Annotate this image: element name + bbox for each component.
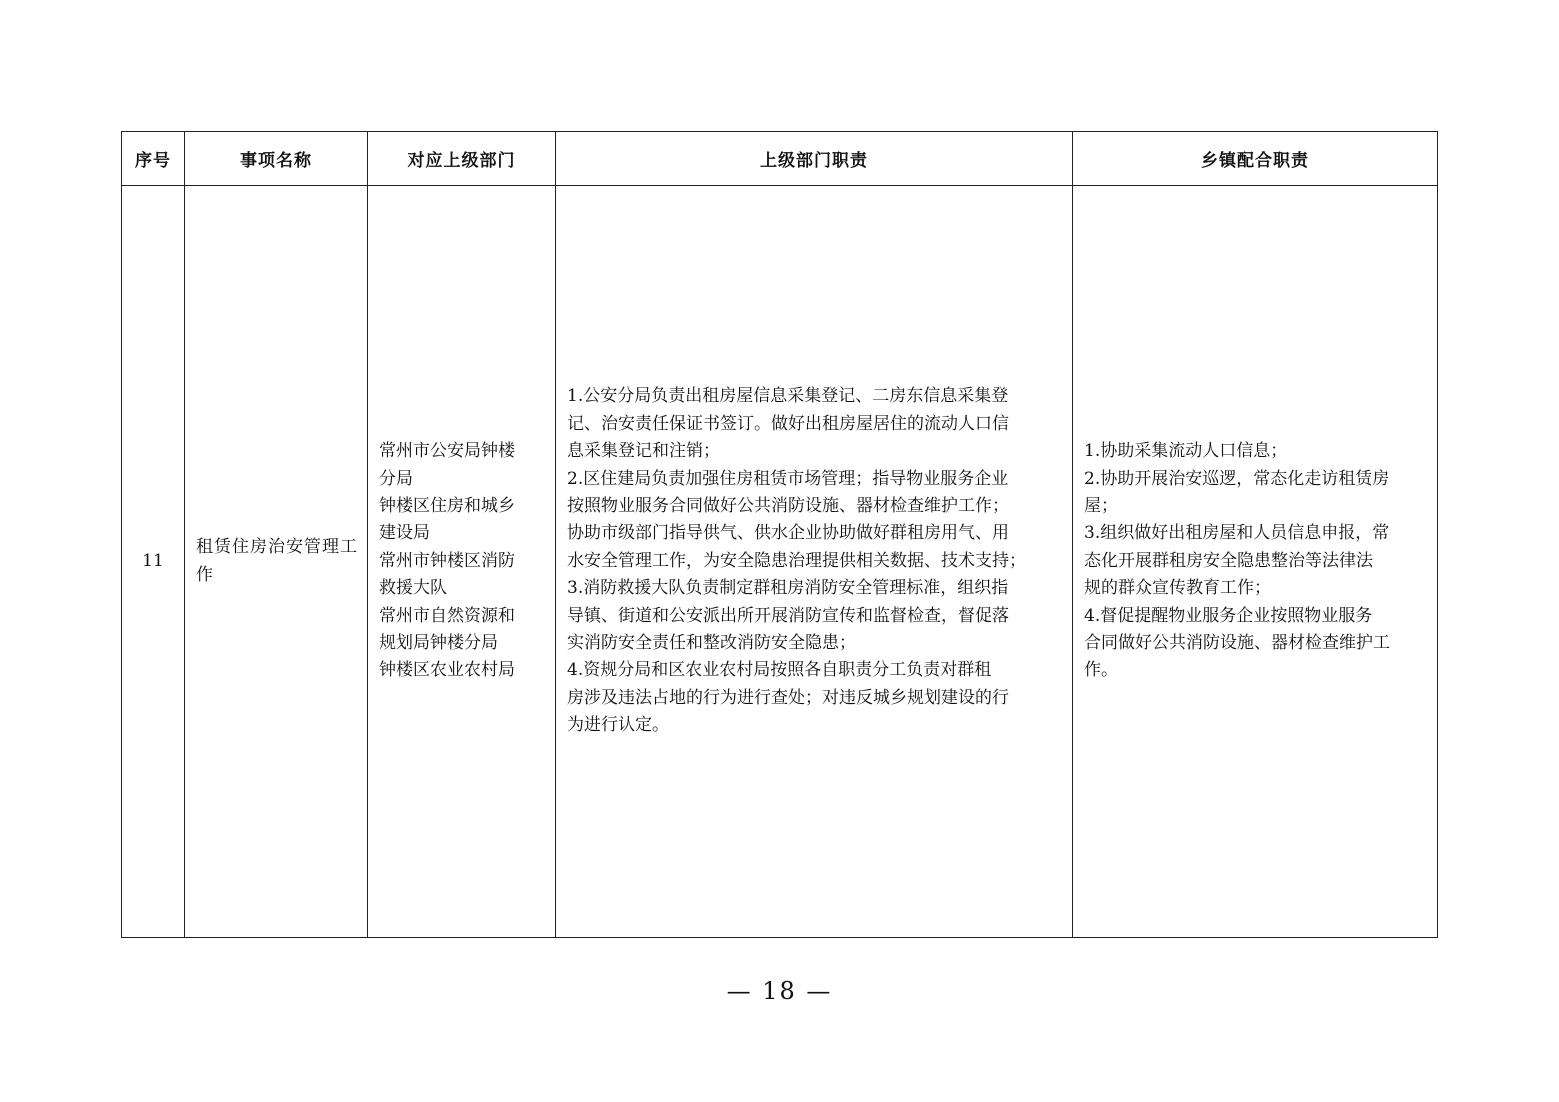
text-line: 4.督促提醒物业服务企业按照物业服务 xyxy=(1084,605,1373,626)
text-line: 合同做好公共消防设施、器材检查维护工 xyxy=(1084,633,1390,654)
text-line: 救援大队 xyxy=(379,578,447,599)
town-duty-lines xyxy=(1073,438,1437,685)
text-line: 记、治安责任保证书签订。做好出租房屋居住的流动人口信 xyxy=(567,413,1009,434)
text-line: 钟楼区住房和城乡 xyxy=(379,495,515,516)
text-line: 实消防安全责任和整改消防安全隐患； xyxy=(567,633,856,654)
header-seq: 序号 xyxy=(122,132,185,186)
duty-table xyxy=(121,131,1438,938)
text-line: 协助市级部门指导供气、供水企业协助做好群租房用气、用 xyxy=(567,523,1009,544)
text-line: 2.区住建局负责加强住房租赁市场管理；指导物业服务企业 xyxy=(567,468,1009,489)
table-header-row xyxy=(122,132,1438,186)
text-line: 常州市自然资源和 xyxy=(379,605,515,626)
dept-lines xyxy=(368,438,555,685)
cell-superior-duty xyxy=(556,186,1073,938)
text-line: 1.公安分局负责出租房屋信息采集登记、二房东信息采集登 xyxy=(567,386,1009,407)
cell-dept xyxy=(368,186,556,938)
text-line: 作。 xyxy=(1084,660,1118,681)
text-line: 3.消防救援大队负责制定群租房消防安全管理标准，组织指 xyxy=(567,578,1009,599)
cell-item-name xyxy=(185,186,368,938)
cell-town-duty xyxy=(1073,186,1438,938)
table-row xyxy=(122,186,1438,938)
text-line: 导镇、街道和公安派出所开展消防宣传和监督检查，督促落 xyxy=(567,605,1009,626)
text-line: 钟楼区农业农村局 xyxy=(379,660,515,681)
item-name-text: 租赁住房治安管理工作 xyxy=(196,537,357,585)
header-dept: 对应上级部门 xyxy=(368,132,556,186)
text-line: 规的群众宣传教育工作； xyxy=(1084,578,1271,599)
header-superior-duty: 上级部门职责 xyxy=(556,132,1073,186)
text-line: 水安全管理工作，为安全隐患治理提供相关数据、技术支持； xyxy=(567,550,1026,571)
text-line: 分局 xyxy=(379,468,413,489)
text-line: 态化开展群租房安全隐患整治等法律法 xyxy=(1084,550,1373,571)
text-line: 息采集登记和注销； xyxy=(567,441,720,462)
text-line: 2.协助开展治安巡逻，常态化走访租赁房 xyxy=(1084,468,1390,489)
text-line: 4.资规分局和区农业农村局按照各自职责分工负责对群租 xyxy=(567,660,992,681)
text-line: 建设局 xyxy=(379,523,430,544)
text-line: 按照物业服务合同做好公共消防设施、器材检查维护工作； xyxy=(567,495,1009,516)
text-line: 为进行认定。 xyxy=(567,715,669,736)
text-line: 房涉及违法占地的行为进行查处；对违反城乡规划建设的行 xyxy=(567,687,1009,708)
text-line: 1.协助采集流动人口信息； xyxy=(1084,441,1288,462)
text-line: 常州市公安局钟楼 xyxy=(379,441,515,462)
text-line: 屋； xyxy=(1084,495,1118,516)
text-line: 3.组织做好出租房屋和人员信息申报，常 xyxy=(1084,523,1390,544)
text-line: 规划局钟楼分局 xyxy=(379,633,498,654)
page-number: — 18 — xyxy=(726,977,833,1005)
cell-seq: 11 xyxy=(122,186,185,938)
text-line: 常州市钟楼区消防 xyxy=(379,550,515,571)
header-item-name: 事项名称 xyxy=(185,132,368,186)
superior-duty-lines xyxy=(556,383,1072,739)
header-town-duty: 乡镇配合职责 xyxy=(1073,132,1438,186)
